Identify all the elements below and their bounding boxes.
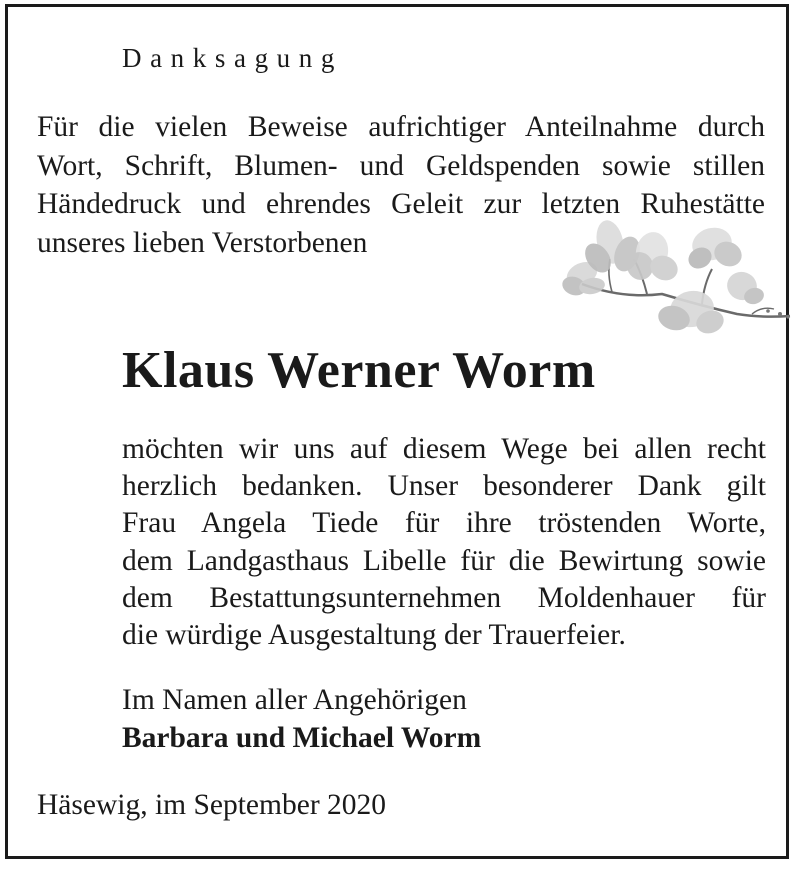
magnolia-branch-icon [552,214,792,344]
thanks-line: möchten wir uns auf diesem Wege bei allen recht [122,433,766,465]
intro-line: unseres lieben Verstorbenen [37,226,368,259]
thanks-line: dem Bestattungsunternehmen Moldenhauer für [122,581,766,614]
thanks-paragraph [122,431,766,654]
signatories: Barbara und Michael Worm [122,722,482,754]
thanks-line: die würdige Ausgestaltung der Trauerfeier. [122,619,626,652]
closing-line: Im Namen aller Angehörigen [122,684,467,716]
intro-line: Händedruck und ehrendes Geleit zur letzten Ruhestätte [37,188,765,220]
thanks-line: dem Landgasthaus Libelle für die Bewirtung sowie [122,544,766,577]
deceased-name: Klaus Werner Worm [122,342,596,399]
thanks-line: Frau Angela Tiede für ihre tröstenden Worte, [122,507,766,540]
notice-heading: Danksagung [122,43,343,73]
intro-line: Wort, Schrift, Blumen- und Geldspenden sowie stillen [37,149,765,182]
closing-block [122,681,481,757]
place-date: Häsewig, im September 2020 [37,789,387,821]
thanks-line: herzlich bedanken. Unser besonderer Dank gilt [122,470,766,503]
intro-line: Für die vielen Beweise aufrichtiger Anteilnahme durch [37,111,765,143]
